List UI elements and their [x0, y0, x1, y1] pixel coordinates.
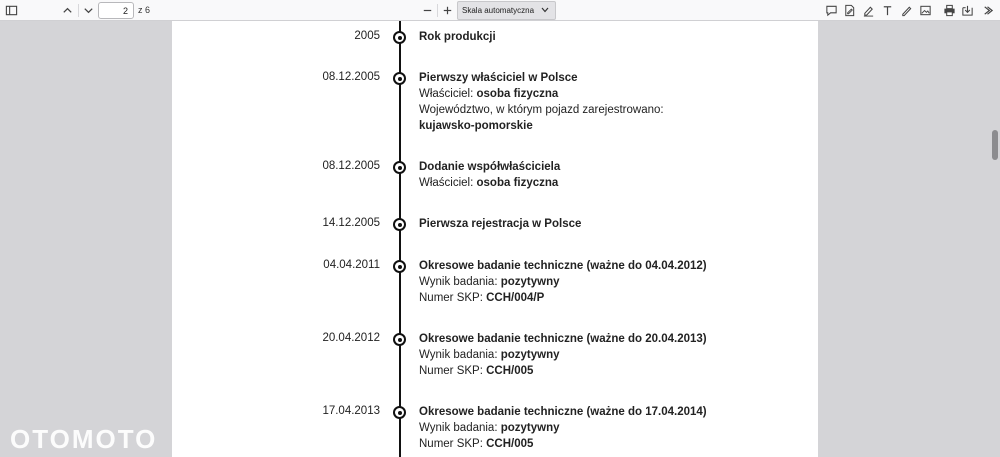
- detail-value: osoba fizyczna: [476, 88, 559, 100]
- pdf-page: [172, 21, 818, 457]
- detail-value: kujawsko-pomorskie: [419, 120, 533, 132]
- timeline-line: [399, 21, 401, 457]
- detail-value: pozytywny: [500, 422, 560, 434]
- detail-label: Numer SKP:: [419, 438, 487, 450]
- chevron-down-icon: [540, 4, 550, 16]
- timeline-date: 20.04.2012: [322, 332, 380, 344]
- timeline-marker: [393, 333, 406, 346]
- timeline-entry-title: Okresowe badanie techniczne (ważne do 04.04.2012): [419, 260, 707, 272]
- detail-value: CCH/005: [486, 438, 534, 450]
- timeline-date: 08.12.2005: [322, 160, 380, 172]
- save-icon[interactable]: [958, 2, 976, 19]
- timeline-entry-detail: [419, 86, 719, 102]
- timeline-entry: [419, 331, 739, 379]
- page-total-label: z 6: [138, 5, 151, 15]
- comment-icon[interactable]: [822, 2, 840, 19]
- pdf-toolbar: [0, 0, 1000, 21]
- timeline-entry-title: Pierwszy właściciel w Polsce: [419, 72, 578, 84]
- scrollbar-thumb[interactable]: [992, 130, 998, 160]
- detail-value: pozytywny: [500, 276, 560, 288]
- sidebar-toggle-icon[interactable]: [2, 2, 20, 19]
- detail-label: Wynik badania:: [419, 276, 501, 288]
- timeline-entry-title: Dodanie współwłaściciela: [419, 161, 561, 173]
- timeline-marker: [393, 161, 406, 174]
- text-tool-icon[interactable]: [878, 2, 896, 19]
- zoom-select[interactable]: [457, 1, 556, 20]
- timeline-entry-title: Pierwsza rejestracja w Polsce: [419, 218, 582, 230]
- detail-value: CCH/004/P: [486, 292, 545, 304]
- pdf-viewer[interactable]: [0, 21, 1000, 457]
- sign-document-icon[interactable]: [840, 2, 858, 19]
- watermark-logo: OTOMOTO: [10, 424, 158, 454]
- timeline-entry-detail: [419, 290, 739, 306]
- timeline-date: 14.12.2005: [322, 217, 380, 229]
- detail-label: Wynik badania:: [419, 349, 501, 361]
- timeline-date: 17.04.2013: [322, 405, 380, 417]
- timeline-date: 04.04.2011: [323, 259, 380, 271]
- timeline-marker: [393, 406, 406, 419]
- detail-value: CCH/005: [486, 365, 534, 377]
- timeline-entry-detail: [419, 347, 739, 363]
- vertical-scrollbar[interactable]: [988, 21, 1000, 457]
- timeline-entry-detail: [419, 102, 719, 134]
- detail-label: Właściciel:: [419, 177, 477, 189]
- page-number-input[interactable]: [98, 2, 134, 19]
- timeline-date: 08.12.2005: [322, 71, 380, 83]
- next-page-icon[interactable]: [79, 2, 97, 19]
- timeline-marker: [393, 260, 406, 273]
- timeline-entry-detail: [419, 175, 719, 191]
- timeline-entry: [419, 404, 739, 452]
- print-icon[interactable]: [940, 2, 958, 19]
- timeline-entry-detail: [419, 420, 739, 436]
- timeline-date: 2005: [354, 30, 380, 42]
- highlight-icon[interactable]: [859, 2, 877, 19]
- previous-page-icon[interactable]: [58, 2, 76, 19]
- zoom-select-value: Skala automatyczna: [462, 6, 535, 15]
- image-icon[interactable]: [916, 2, 934, 19]
- timeline-entry: [419, 29, 719, 45]
- detail-label: Województwo, w którym pojazd zarejestrowano:: [419, 104, 664, 116]
- timeline-entry-title: Rok produkcji: [419, 31, 496, 43]
- draw-icon[interactable]: [897, 2, 915, 19]
- timeline-entry: [419, 159, 719, 191]
- timeline-entry-title: Okresowe badanie techniczne (ważne do 20.04.2013): [419, 333, 707, 345]
- timeline-entry-title: Okresowe badanie techniczne (ważne do 17.04.2014): [419, 406, 707, 418]
- detail-label: Właściciel:: [419, 88, 477, 100]
- timeline-marker: [393, 72, 406, 85]
- more-tools-icon[interactable]: [978, 2, 996, 19]
- zoom-out-icon[interactable]: [418, 2, 436, 19]
- timeline-marker: [393, 218, 406, 231]
- timeline-entry-detail: [419, 436, 739, 452]
- timeline-entry-detail: [419, 363, 739, 379]
- timeline-entry: [419, 258, 739, 306]
- detail-value: osoba fizyczna: [476, 177, 559, 189]
- zoom-in-icon[interactable]: [438, 2, 456, 19]
- detail-label: Numer SKP:: [419, 292, 487, 304]
- detail-label: Numer SKP:: [419, 365, 487, 377]
- timeline-marker: [393, 31, 406, 44]
- timeline-entry: [419, 70, 719, 134]
- detail-label: Wynik badania:: [419, 422, 501, 434]
- timeline-entry-detail: [419, 274, 739, 290]
- timeline-entry: [419, 216, 719, 232]
- detail-value: pozytywny: [500, 349, 560, 361]
